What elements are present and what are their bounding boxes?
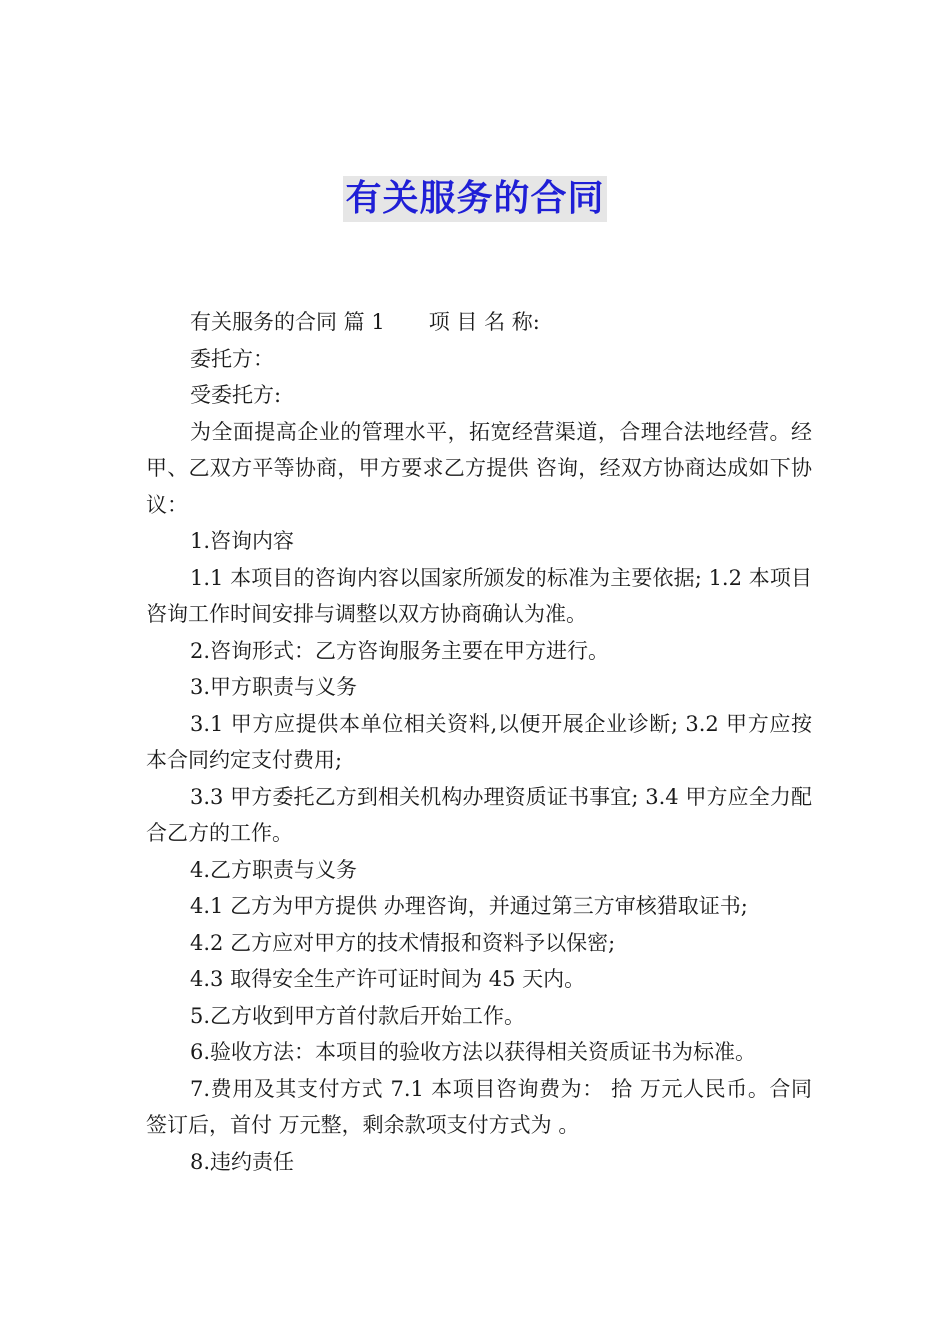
paragraph-preamble: 为全面提高企业的管理水平，拓宽经营渠道，合理合法地经营。经甲、乙双方平等协商，甲方要求乙方提供 咨询，经双方协商达成如下协议： (146, 419, 812, 517)
paragraph-client: 委托方： (190, 346, 274, 371)
section-6: 6.验收方法：本项目的验收方法以获得相关资质证书为标准。 (190, 1040, 757, 1064)
section-4-heading: 4.乙方职责与义务 (190, 857, 358, 882)
section-2: 2.咨询形式：乙方咨询服务主要在甲方进行。 (190, 638, 610, 663)
section-heading: 有关服务的合同 篇 1 (190, 310, 385, 334)
section-8-heading: 8.违约责任 (190, 1149, 295, 1174)
title-container (0, 176, 950, 222)
paragraph-4-1: 4.1 乙方为甲方提供 办理咨询，并通过第三方审核猎取证书; (190, 894, 748, 918)
document-title: 有关服务的合同 (343, 176, 606, 222)
header-line (146, 304, 812, 341)
section-7: 7.费用及其支付方式 7.1 本项目咨询费为： 拾 万元人民币。合同签订后，首付 万元整，剩余款项支付方式为 。 (146, 1076, 812, 1137)
paragraph-3-3: 3.3 甲方委托乙方到相关机构办理资质证书事宜; 3.4 甲方应全力配合乙方的工作。 (146, 784, 812, 845)
paragraph-contractor: 受委托方: (190, 383, 282, 407)
paragraph-4-2: 4.2 乙方应对甲方的技术情报和资料予以保密; (190, 930, 616, 955)
paragraph-3-1: 3.1 甲方应提供本单位相关资料,以便开展企业诊断; 3.2 甲方应按本合同约定支付费用; (146, 711, 812, 772)
project-name-label: 项 目 名 称: (428, 310, 540, 334)
section-1-heading: 1.咨询内容 (190, 529, 295, 553)
paragraph-1-1: 1.1 本项目的咨询内容以国家所颁发的标准为主要依据; 1.2 本项目咨询工作时间安排与调整以双方协商确认为准。 (146, 565, 812, 626)
section-5: 5.乙方收到甲方首付款后开始工作。 (190, 1003, 526, 1028)
paragraph-4-3: 4.3 取得安全生产许可证时间为 45 天内。 (190, 967, 586, 991)
section-3-heading: 3.甲方职责与义务 (190, 675, 358, 699)
document-body (146, 304, 812, 1180)
